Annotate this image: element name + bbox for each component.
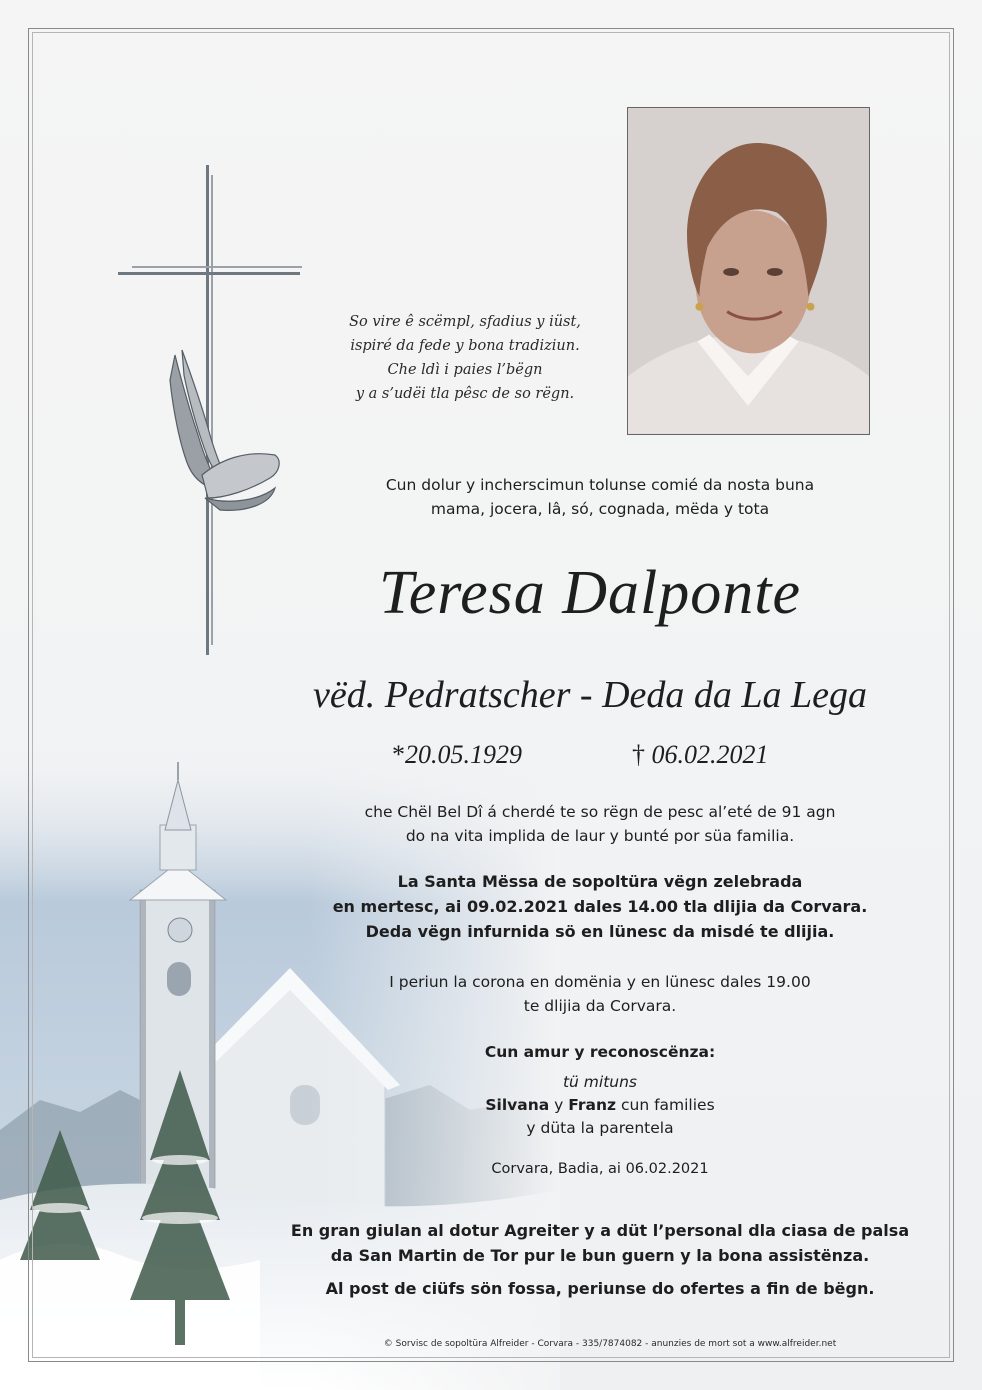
intro-line: mama, jocera, lâ, só, cognada, mëda y tota: [430, 500, 770, 518]
poem-line: ispiré da fede y bona tradiziun.: [350, 338, 580, 354]
mourners-suffix: cun families: [620, 1096, 715, 1114]
mourners-relatives: y düta la parentela: [526, 1119, 674, 1137]
poem: [330, 310, 600, 406]
rosary-line: I periun la corona en domënia y en lünesc dales 19.00: [389, 973, 811, 991]
child-name: Franz: [568, 1096, 617, 1114]
intro-line: Cun dolur y incherscimun tolunse comié da nosta buna: [385, 476, 815, 494]
death-date-group: [632, 733, 769, 777]
announcement: [300, 800, 900, 848]
portrait-photo: [627, 107, 870, 435]
cross-with-praying-hands-icon: [110, 160, 310, 660]
connector: y: [554, 1096, 564, 1114]
rosary-line: te dlijia da Corvara.: [523, 997, 677, 1015]
death-symbol: †: [632, 740, 645, 769]
rosary-info: [300, 970, 900, 1018]
thanks-heading: Cun amur y reconoscënza:: [484, 1043, 716, 1061]
life-dates: [360, 733, 860, 777]
mass-line: La Santa Mëssa de sopoltüra vëgn zelebrada: [397, 872, 803, 891]
child-name: Silvana: [485, 1096, 550, 1114]
death-date: 06.02.2021: [651, 740, 769, 769]
poem-line: Che ldì i paies l’bëgn: [387, 362, 543, 378]
deceased-name: Teresa Dalponte: [378, 559, 802, 627]
birth-date-group: [392, 733, 522, 777]
footer-credit: © Sorvisc de sopoltüra Alfreider - Corvara - 335/7874082 - anunzies de mort sot a www.alfreider.net: [383, 1339, 837, 1349]
poem-line: So vire ê scëmpl, sfadius y iüst,: [349, 314, 581, 330]
announcement-line: che Chël Bel Dî á cherdé te so rëgn de pesc al’eté de 91 agn: [364, 803, 836, 821]
gratitude-line: da San Martin de Tor pur le bun guern y la bona assistënza.: [330, 1246, 870, 1265]
gratitude-line: En gran giulan al dotur Agreiter y a düt l’personal dla ciasa de palsa: [290, 1221, 910, 1240]
funeral-mass-info: [300, 869, 900, 944]
birth-symbol: *: [392, 740, 405, 769]
gratitude-note: [260, 1218, 940, 1268]
announcement-line: do na vita implida de laur y bunté por süa familia.: [405, 827, 795, 845]
mass-line: en mertesc, ai 09.02.2021 dales 14.00 tla dlijia da Corvara.: [332, 897, 868, 916]
birth-date: 20.05.1929: [405, 740, 522, 769]
intro-text: [300, 473, 900, 521]
offerings-note: Al post de ciüfs sön fossa, periunse do ofertes a fin de bëgn.: [325, 1279, 875, 1298]
mass-line: Deda vëgn infurnida sö en lünesc da misdé te dlijia.: [365, 922, 835, 941]
mourners-intro: tü mituns: [562, 1073, 638, 1091]
poem-line: y a s’udëi tla pêsc de so rëgn.: [355, 386, 575, 402]
mourners: [300, 1071, 900, 1140]
place-date: Corvara, Badia, ai 06.02.2021: [491, 1161, 709, 1177]
mourners-children: [300, 1094, 900, 1117]
deceased-subtitle: vëd. Pedratscher - Deda da La Lega: [312, 674, 868, 716]
